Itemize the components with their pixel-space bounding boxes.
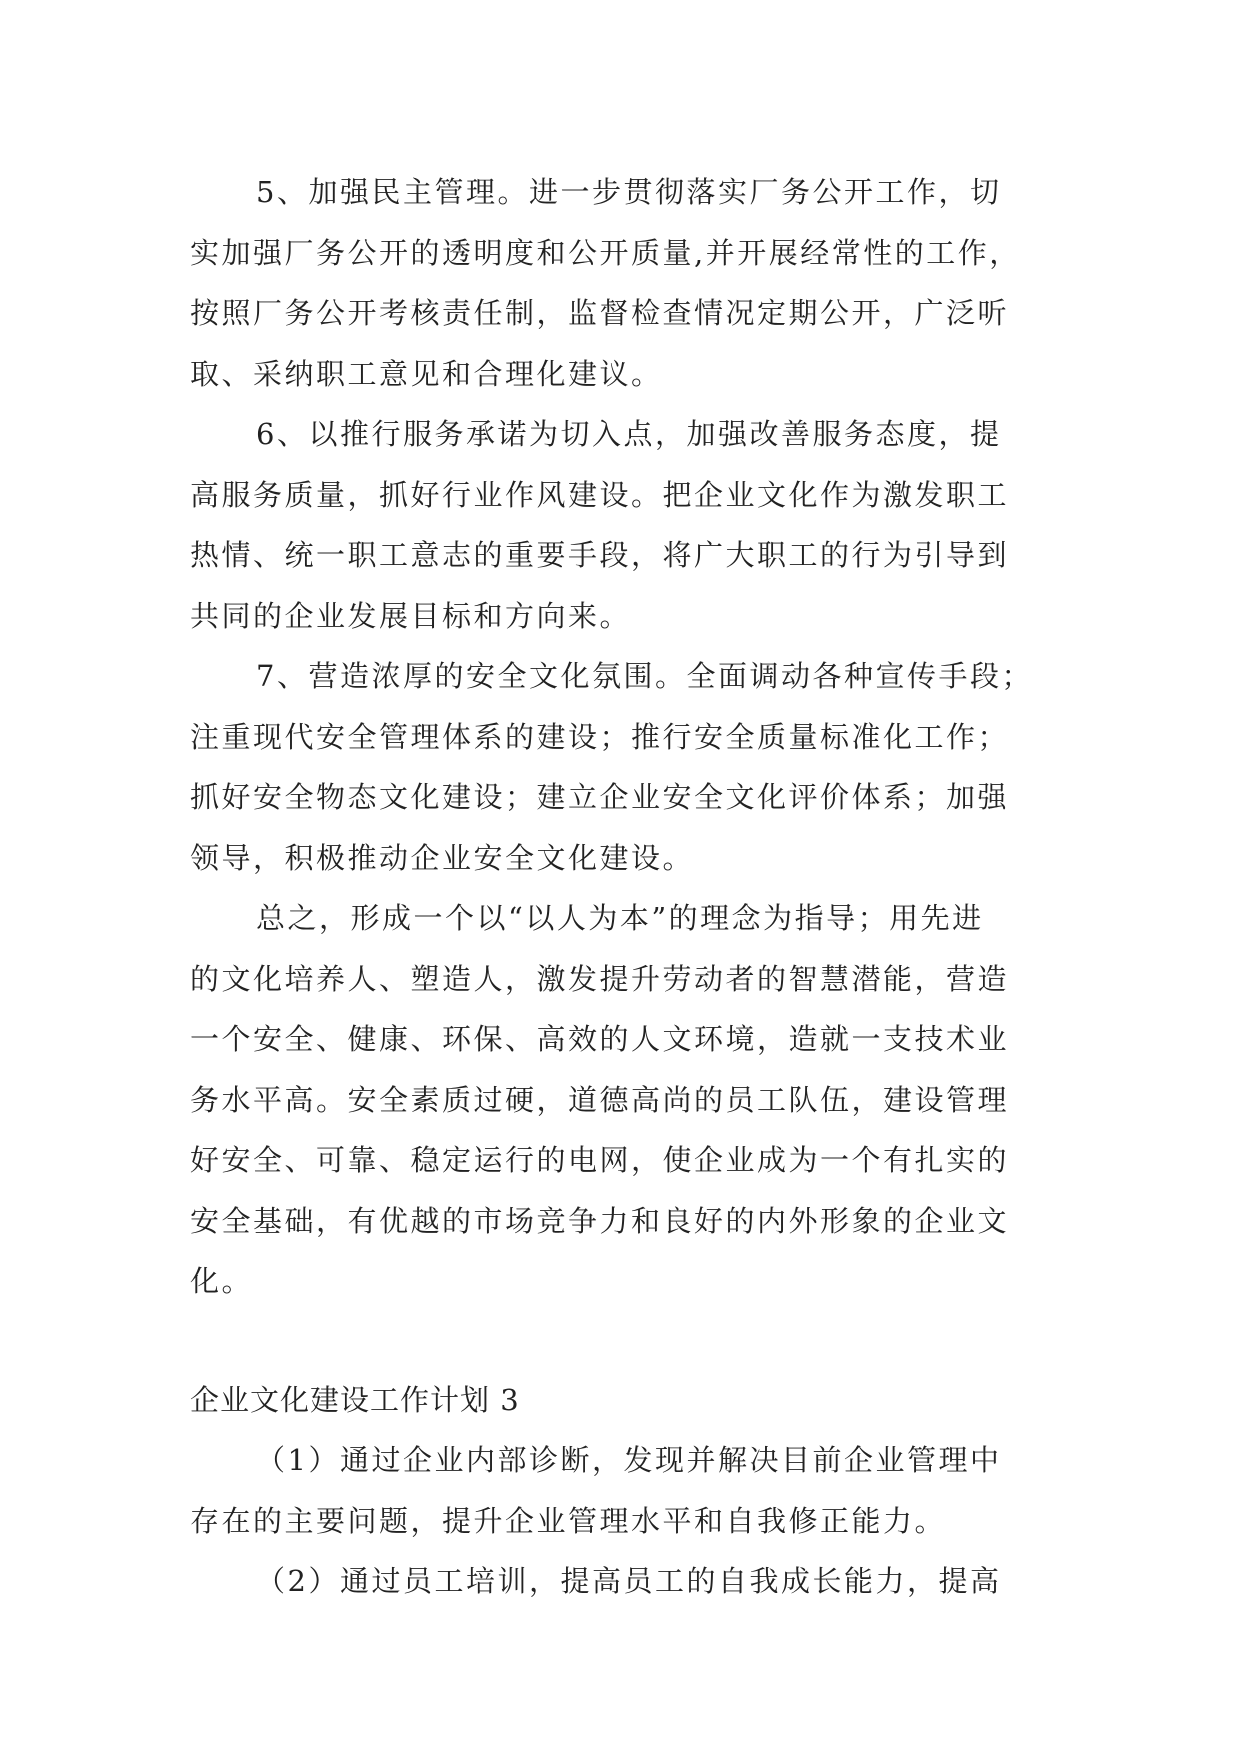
text-line: 热情、统一职工意志的重要手段，将广大职工的行为引导到 bbox=[190, 538, 1010, 572]
text-line: 的文化培养人、塑造人，激发提升劳动者的智慧潜能，营造 bbox=[190, 961, 1010, 996]
paragraph-item-5 bbox=[190, 162, 1070, 404]
text-line: 按照厂务公开考核责任制，监督检查情况定期公开，广泛听 bbox=[190, 296, 1010, 330]
text-line: 好安全、可靠、稳定运行的电网，使企业成为一个有扎实的 bbox=[190, 1143, 1010, 1177]
text-line: 共同的企业发展目标和方向来。 bbox=[190, 598, 632, 633]
text-line: 注重现代安全管理体系的建设；推行安全质量标准化工作； bbox=[190, 719, 1010, 754]
text-line: 抓好安全物态文化建设；建立企业安全文化评价体系；加强 bbox=[190, 780, 1010, 814]
section-heading: 企业文化建设工作计划 3 bbox=[190, 1382, 520, 1417]
text-line: 安全基础，有优越的市场竞争力和良好的内外形象的企业文 bbox=[190, 1203, 1010, 1238]
section-item-1 bbox=[190, 1430, 1070, 1551]
text-line: （1）通过企业内部诊断，发现并解决目前企业管理中 bbox=[256, 1443, 1002, 1477]
paragraph-item-7 bbox=[190, 646, 1070, 888]
section-item-2 bbox=[190, 1551, 1070, 1612]
text-line: （2）通过员工培训，提高员工的自我成长能力，提高 bbox=[256, 1564, 1002, 1598]
text-line: 领导，积极推动企业安全文化建设。 bbox=[190, 840, 695, 875]
section-spacer bbox=[190, 1312, 1070, 1370]
text-line: 化。 bbox=[190, 1264, 254, 1298]
text-line: 取、采纳职工意见和合理化建议。 bbox=[190, 356, 663, 391]
paragraph-item-6 bbox=[190, 404, 1070, 646]
text-line: 7、营造浓厚的安全文化氛围。全面调动各种宣传手段； bbox=[256, 659, 1033, 693]
text-line: 6、以推行服务承诺为切入点，加强改善服务态度，提 bbox=[256, 417, 1002, 451]
text-line: 务水平高。安全素质过硬，道德高尚的员工队伍，建设管理 bbox=[190, 1082, 1010, 1117]
text-line: 一个安全、健康、环保、高效的人文环境，造就一支技术业 bbox=[190, 1022, 1010, 1056]
text-line: 实加强厂务公开的透明度和公开质量,并开展经常性的工作， bbox=[190, 235, 1021, 270]
text-line: 存在的主要问题，提升企业管理水平和自我修正能力。 bbox=[190, 1503, 947, 1538]
document-body bbox=[190, 162, 1070, 1612]
text-line: 5、加强民主管理。进一步贯彻落实厂务公开工作，切 bbox=[256, 175, 1002, 209]
text-line: 总之，形成一个以“以人为本”的理念为指导；用先进 bbox=[256, 901, 984, 935]
paragraph-summary bbox=[190, 888, 1070, 1312]
text-line: 高服务质量，抓好行业作风建设。把企业文化作为激发职工 bbox=[190, 477, 1010, 512]
